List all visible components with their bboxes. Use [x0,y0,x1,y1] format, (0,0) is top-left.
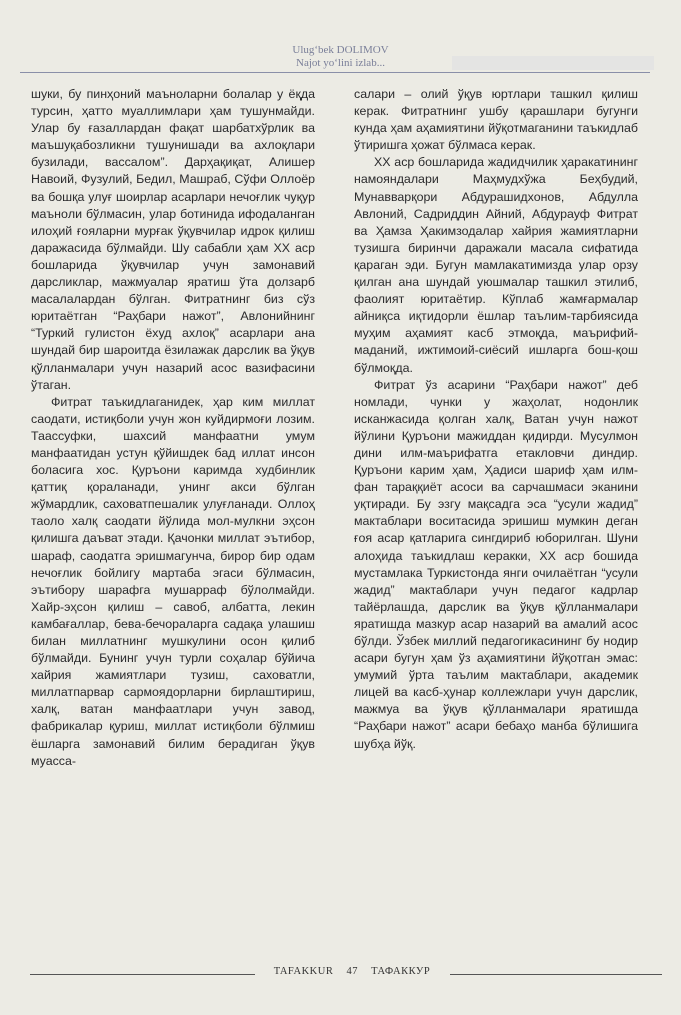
footer-text [258,966,446,977]
header-author: Ulug‘bek DOLIMOV [292,44,389,56]
paragraph: Фитрат таъкидлаганидек, ҳар ким миллат саодати, истиқболи учун жон куйдирмоғи лозим. Таассуфки, шахсий манфаатни умум манфаатидан устун қўйишдек бад иллат инсон боласига хос. Қуръони каримда худбинлик қаттиқ қораланади, унинг акси бўлган жўмардлик, саховатпешалик улуғланади. Оллоҳ таоло халқ саодати йўлида мол-мулкни эҳсон қилишга даъват этади. Қачонки миллат эътибор, шараф, саодатга эришмагунча, бирор бир одам нечоғлик бойлигу мартаба эгаси бўлмасин, эътибору шарафга мушарраф бўлолмайди. Хайр-эҳсон қилиш – савоб, албатта, лекин камбағаллар, бева-бечораларга садақа улашиш билан миллатнинг мушкулини осон қилиб бўлмайди. Бунинг учун турли соҳалар бўйича хайрия жамиятлари тузиш, саховатли, миллатпарвар сармоядорларни бирлаштириш, халқ, ватан манфаатлари учун завод, фабрикалар қуриш, миллат истиқболи бўлмиш ёшларга замонавий билим берадиган ўқув муасса- [31,394,315,768]
header-rule [20,72,650,73]
text-column-right [354,86,638,753]
paragraph: Фитрат ўз асарини “Раҳбари нажот” деб номлади, чунки у жаҳолат, нодонлик исканжасида қолган халқ, Ватан учун нажот йўлини Қуръони мажиддан қидирди. Мусулмон дини илм-маърифатга етакловчи диндир. Қуръони карим ҳам, Ҳадиси шариф ҳам илм-фан тараққиёт асоси ва сарчашмаси эканини уқтиради. Бу эзгу мақсадга эса “усули жадид” мактаблари воситасида эришиш мумкин деган ғоя асар қатларига сингдириб юборилган. Шуни алоҳида таъкидлаш керакки, ХХ аср бошида мустамлака Туркистонда янги очилаётган “усули жадид” мактаблари учун педагог кадрлар тайёрлашда, дарслик ва ўқув қўлланмалари яратишда мазкур асар назарий ва амалий асос бўлди. Ўзбек миллий педагогикасининг бу нодир асари бугун ҳам ўз аҳамиятини йўқотган эмас: умумий ўрта таълим мактаблари, академик лицей ва касб-ҳунар коллежлари учун дарслик, мажмуа ва ўқув қўлланмалари яратишда “Раҳбари нажот” асари бебаҳо манба бўлишига шубҳа йўқ. [354,377,638,751]
page-number: 47 [346,966,358,977]
running-head [20,44,661,70]
page-footer [30,964,642,984]
paragraph: шуки, бу пинҳоний маъноларни болалар у ёқда турсин, ҳатто муаллимлари ҳам тушунмайди. Улар бу ғазаллардан фақат шарбатхўрлик ва маъшуқабозликни тушунишади ва ахлоқлари бузилади, вассалом”. Дарҳақиқат, Алишер Навоий, Фузулий, Бедил, Машраб, Сўфи Оллоёр ва бошқа улуғ шоирлар асарлари нечоғлик чуқур маънoли бўлмасин, улар ботинида ифодаланган илоҳий ғояларни мурғак ўқувчилар идрок қилиш даражасида бўлмайди. Шу сабабли ҳам ХХ аср бошларида ўқувчилар учун замонавий дарсликлар, мажмуалар яратиш ўта долзарб масалалардан бўлган. Фитратнинг биз сўз юритаётган “Раҳбари нажот”, Авлонийнинг “Туркий гулистон ёхуд ахлоқ” асарлари ана шундай бир шароитда ёзилажак дарслик ва ўқув қўлланмалари учун назарий асос вазифасини ўтаган. [31,87,315,392]
text-column-left [31,86,315,770]
footer-rule-left [30,974,255,975]
footer-journal-cyrillic: ТАФАККУР [371,966,431,977]
paragraph: ХХ аср бошларида жадидчилик ҳаракатининг намояндалари Маҳмудхўжа Беҳбудий, Мунавварқори Абдурашидхонов, Абдулла Авлоний, Садриддин Айний, Абдурауф Фитрат ва Ҳамза Ҳакимзодалар хайрия жамиятларни тузишга биринчи даражали масала сифатида қараган эди. Бугун мамлакатимизда улар орзу қилган ана шундай уюшмалар ташкил этилиб, фаолият юритаётир. Кўплаб жамғармалар айниқса иқтидорли ёшлар таълим-тарбиясида муҳим аҳамият касб этмоқда, маърифий-маданий, ижтимоий-сиёсий ишларга бош-қош бўлмоқда. [354,155,638,375]
paragraph: салари – олий ўқув юртлари ташкил қилиш керак. Фитратнинг ушбу қарашлари бугунги кунда ҳам аҳамиятини йўқотмаганини таъкидлаб ўтиришга ҳожат бўлмаса керак. [354,87,638,153]
footer-journal-latin: TAFAKKUR [273,966,334,977]
footer-rule-right [450,974,662,975]
header-subtitle: Najot yo‘lini izlab... [296,57,385,69]
